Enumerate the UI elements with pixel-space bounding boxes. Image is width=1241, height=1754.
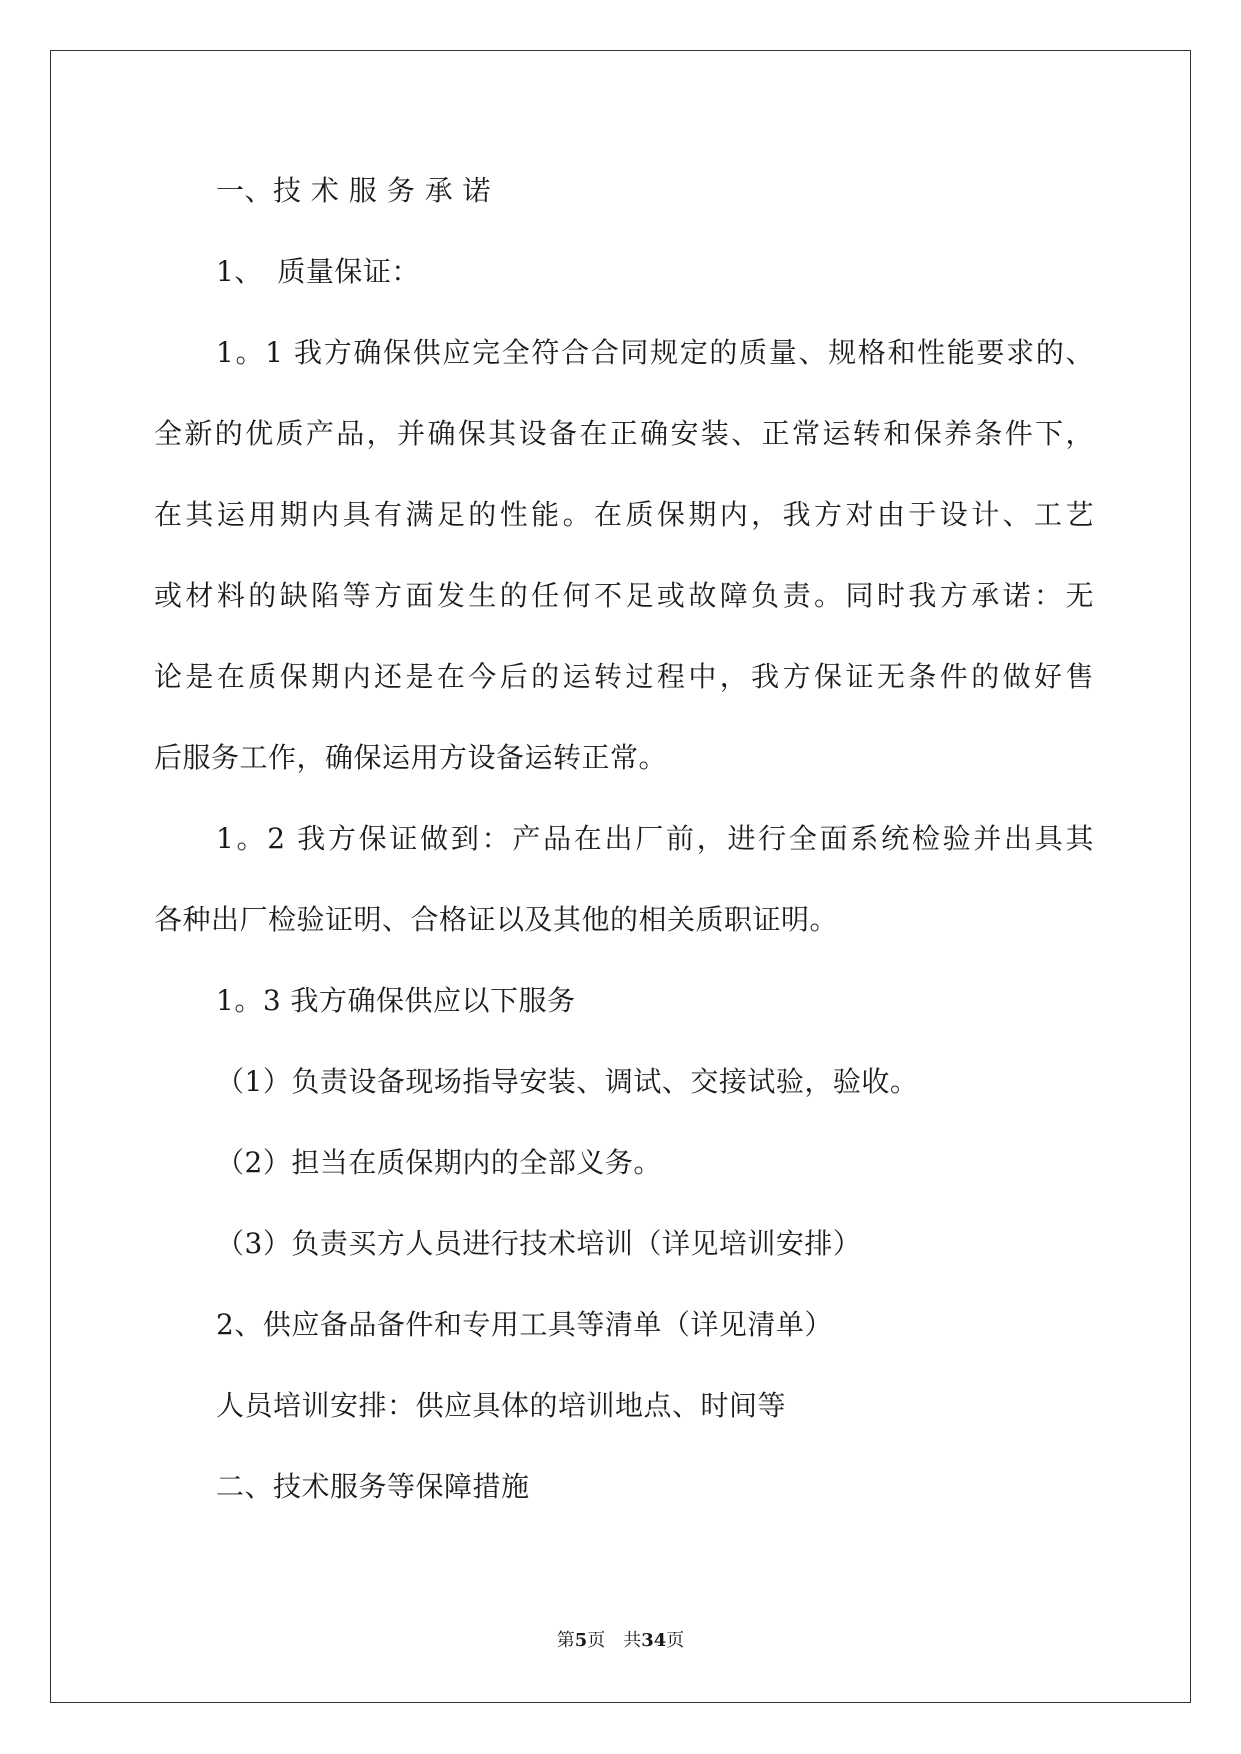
paragraph-line: 1。2 我方保证做到：产品在出厂前，进行全面系统检验并出具其 — [216, 822, 1094, 855]
paragraph-line: 或材料的缺陷等方面发生的任何不足或故障负责。同时我方承诺：无 — [154, 579, 1094, 612]
paragraph-line: 人员培训安排：供应具体的培训地点、时间等 — [216, 1389, 787, 1422]
section-heading-1: 一、技 术 服 务 承 诺 — [216, 174, 492, 207]
paragraph-line: 后服务工作，确保运用方设备运转正常。 — [154, 741, 668, 774]
footer-page-suffix: 页 — [666, 1630, 685, 1651]
paragraph-line: 全新的优质产品，并确保其设备在正确安装、正常运转和保养条件下， — [154, 417, 1094, 450]
paragraph-line: 1。3 我方确保供应以下服务 — [216, 984, 576, 1017]
list-item: （2）担当在质保期内的全部义务。 — [216, 1146, 662, 1179]
list-item: （1）负责设备现场指导安装、调试、交接试验，验收。 — [216, 1065, 919, 1098]
paragraph-line: 1。1 我方确保供应完全符合合同规定的质量、规格和性能要求的、 — [216, 336, 1094, 369]
paragraph-line: 2、供应备品备件和专用工具等清单（详见清单） — [216, 1308, 833, 1341]
page-footer — [0, 1626, 1241, 1652]
footer-page-prefix: 第 — [556, 1630, 575, 1651]
section-heading-2: 二、技术服务等保障措施 — [216, 1470, 530, 1503]
document-body — [154, 150, 1094, 1527]
paragraph-line: 在其运用期内具有满足的性能。在质保期内，我方对由于设计、工艺 — [154, 498, 1094, 531]
footer-page-mid: 页 共 — [587, 1630, 642, 1651]
list-item: （3）负责买方人员进行技术培训（详见培训安排） — [216, 1227, 862, 1260]
footer-page-number: 5 — [574, 1630, 588, 1651]
paragraph-line: 各种出厂检验证明、合格证以及其他的相关质职证明。 — [154, 903, 839, 936]
subheading-quality: 1、 质量保证： — [216, 255, 420, 288]
paragraph-line: 论是在质保期内还是在今后的运转过程中，我方保证无条件的做好售 — [154, 660, 1094, 693]
footer-total-pages: 34 — [641, 1630, 667, 1651]
